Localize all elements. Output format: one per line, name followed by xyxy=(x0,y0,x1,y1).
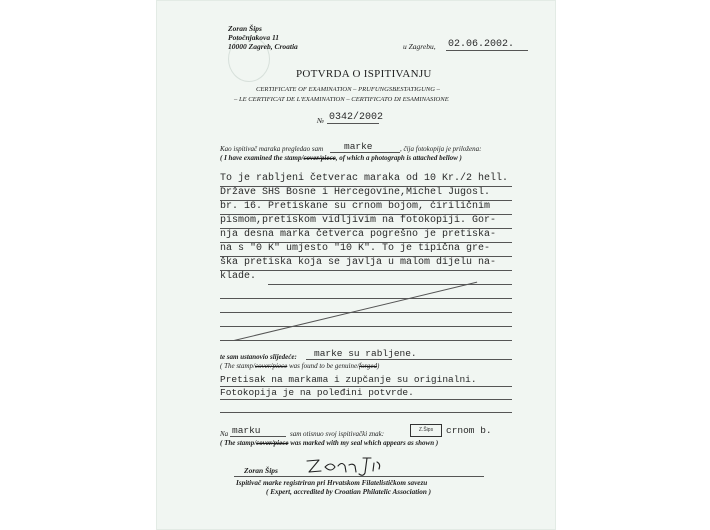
place-label: u Zagrebu, xyxy=(403,42,436,51)
established-en-text: ( The stamp/cover/piece was found to be genuine/forged) xyxy=(220,362,380,370)
seal-impression-box: Z.Šips xyxy=(410,424,442,437)
established-underline xyxy=(306,359,512,360)
seal-en-text: ( The stamp/cover/piece was marked with my seal which appears as shown ) xyxy=(220,439,439,447)
description-line: ška pretiska koja se javlja u malom dijelu na- xyxy=(220,257,497,268)
subtitle-line-2: – LE CERTIFICAT DE L'EXAMINATION – CERTIFICATO DI ESAMINASIONE xyxy=(234,96,449,103)
accreditation-en: ( Expert, accredited by Croatian Philatelic Association ) xyxy=(266,488,432,496)
description-line: nja desna marka četverca pogrešno je pretiska- xyxy=(220,229,497,240)
accreditation-hr: Ispitivač marke registriran pri Hrvatskom Filatelističkom savezu xyxy=(236,479,428,487)
established-hr-label: te sam ustanovio slijedeće: xyxy=(220,353,297,361)
note-line: Pretisak na markama i zupčanje su originalni. xyxy=(220,374,477,385)
number-underline xyxy=(327,123,379,124)
document-title: POTVRDA O ISPITIVANJU xyxy=(296,68,432,80)
note-rule xyxy=(220,386,512,387)
examined-hr-after: , čija fotokopija je priložena: xyxy=(400,145,482,153)
seal-ink: crnom b. xyxy=(446,425,492,436)
description-line: na s "0 K" umjesto "10 K". To je tipična gre- xyxy=(220,243,491,254)
description-line: To je rabljeni četverac maraka od 10 Kr./2 hell. xyxy=(220,173,509,184)
examined-hr-text: Kao ispitivač maraka pregledao sam xyxy=(220,145,324,153)
handwritten-signature xyxy=(305,455,385,482)
signer-name: Zoran Šips xyxy=(244,466,278,475)
note-rule xyxy=(220,399,512,400)
signature-line xyxy=(234,476,484,477)
description-line: Države SHS Bosne i Hercegovine,Michel Jugosl. xyxy=(220,187,491,198)
seal-hr-label: sam otisnuo svoj ispitivački znak: xyxy=(290,430,385,438)
expert-street: Potočnjakova 11 xyxy=(228,33,280,42)
date-value: 02.06.2002. xyxy=(448,39,515,50)
certificate-number: 0342/2002 xyxy=(329,112,384,123)
number-label: № xyxy=(317,116,325,125)
examined-underline xyxy=(330,152,400,153)
note-rule xyxy=(220,412,512,413)
description-line: br. 16. Pretiskane su crnom bojom, ćiriličnim xyxy=(220,201,491,212)
seal-filled: marku xyxy=(232,425,261,436)
date-underline xyxy=(446,50,528,51)
examined-en-text: ( I have examined the stamp/cover/piece, of which a photograph is attached bellow ) xyxy=(220,154,462,162)
expert-city: 10000 Zagreb, Croatia xyxy=(228,42,298,51)
examined-filled: marke xyxy=(344,141,373,152)
note-line: Fotokopija je na poleđini potvrde. xyxy=(220,387,414,398)
description-line: pismom,pretiskom vidljivim na fotokopiji. Gor- xyxy=(220,215,497,226)
seal-prefix: Na xyxy=(220,430,229,438)
expert-name: Zoran Šips xyxy=(228,24,262,33)
established-value: marke su rabljene. xyxy=(314,348,417,359)
subtitle-line-1: CERTIFICATE OF EXAMINATION – PRUFUNGSBESTATIGUNG – xyxy=(256,86,440,93)
description-line: klade. xyxy=(220,271,257,282)
seal-underline xyxy=(230,436,286,437)
